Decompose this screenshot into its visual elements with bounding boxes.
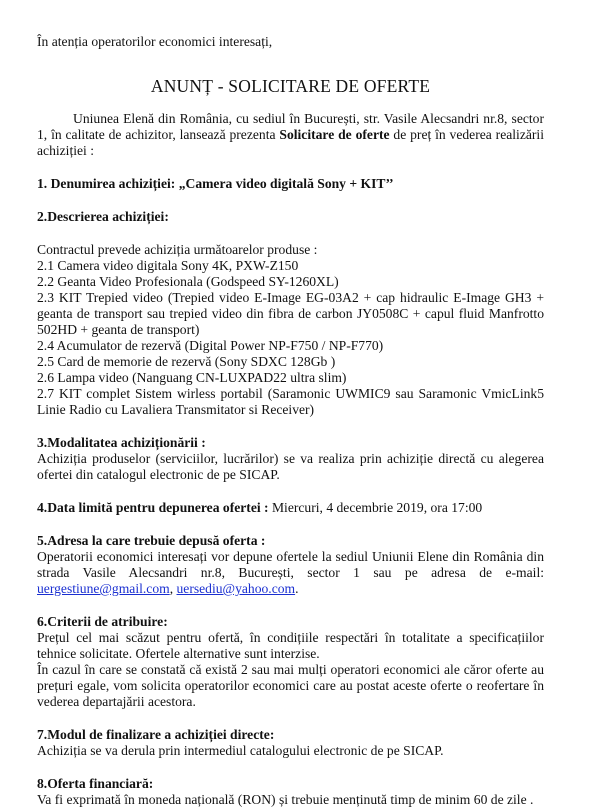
list-item: 2.6 Lampa video (Nanguang CN-LUXPAD22 ultra slim) [37,370,347,385]
list-item: 2.2 Geanta Video Profesionala (Godspeed SY-1260XL) [37,274,339,289]
page-title: ANUNȚ - SOLICITARE DE OFERTE [150,76,431,96]
email-link-sediu[interactable]: uersediu@yahoo.com [176,581,296,596]
email-link-gestiune[interactable]: uergestiune@gmail.com [37,581,170,596]
section-4-line [37,500,544,516]
section-3-heading: 3.Modalitatea achiziționării : [37,435,206,450]
section-5-heading: 5.Adresa la care trebuie depusă oferta : [37,533,266,548]
intro-line: În atenția operatorilor economici interesați, [37,34,273,49]
intro-paragraph-bold: Solicitare de oferte [279,127,390,142]
section-6-text-2: În cazul în care se constată că există 2 sau mai mulți operatori economici ale căror oferte au prețuri egale, vom solicita operatorilor economici care au postat aceste oferte o reofertare în vederea departajării acestora. [37,662,544,709]
section-7-heading: 7.Modul de finalizare a achiziției directe: [37,727,275,742]
section-5-body: Operatorii economici interesați vor depune ofertele la sediul Uniunii Elene din România din strada Vasile Alecsandri nr.8, București, sector 1 sau pe adresa de e-mail: [37,549,544,580]
section-4-heading: 4.Data limită pentru depunerea ofertei : [37,500,269,515]
section-1-heading: 1. Denumirea achiziției: „Camera video digitală Sony + KIT’’ [37,176,394,191]
email-separator: , [169,581,177,596]
intro-paragraph [37,111,544,159]
section-3-text: Achiziția produselor (serviciilor, lucrărilor) se va realiza prin achiziție directă cu alegerea ofertei din catalogul electronic de pe SICAP. [37,451,544,482]
product-list [37,258,544,418]
section-2-intro: Contractul prevede achiziția următoarelor produse : [37,242,318,257]
section-5-end: . [295,581,299,596]
section-8-text: Va fi exprimată în moneda națională (RON) și trebuie menținută timp de minim 60 de zile . [37,792,534,807]
section-2-heading: 2.Descrierea achiziției: [37,209,169,224]
section-8-heading: 8.Oferta financiară: [37,776,154,791]
list-item: 2.1 Camera video digitala Sony 4K, PXW-Z150 [37,258,299,273]
list-item: 2.7 KIT complet Sistem wirless portabil (Saramonic UWMIC9 sau Saramonic VmicLink5 Linie Radio cu Lavaliera Transmitator si Receiver) [37,386,544,417]
list-item: 2.5 Card de memorie de rezervă (Sony SDXC 128Gb ) [37,354,336,369]
section-6-heading: 6.Criterii de atribuire: [37,614,168,629]
intro-paragraph-end: de preț în vederea realizării achiziției : [37,127,544,158]
section-5-text [37,549,544,597]
intro-paragraph-text: Uniunea Elenă din România, cu sediul în București, str. Vasile Alecsandri nr.8, sector 1, în calitate de achizitor, lansează prezenta [37,111,544,142]
list-item: 2.4 Acumulator de rezervă (Digital Power NP-F750 / NP-F770) [37,338,384,353]
list-item: 2.3 KIT Trepied video (Trepied video E-Image EG-03A2 + cap hidraulic E-Image GH3 + geanta de transport sau trepied video din fibra de carbon JY0508C + capul fluid Manfrotto 502HD + geanta de transport) [37,290,544,337]
section-7-text: Achiziția se va derula prin intermediul catalogului electronic de pe SICAP. [37,743,444,758]
section-6-text-1: Prețul cel mai scăzut pentru ofertă, în condițiile respectări în totalitate a specificațiilor tehnice solicitate. Ofertele alternative sunt interzise. [37,630,544,661]
section-4-text: Miercuri, 4 decembrie 2019, ora 17:00 [268,500,483,515]
